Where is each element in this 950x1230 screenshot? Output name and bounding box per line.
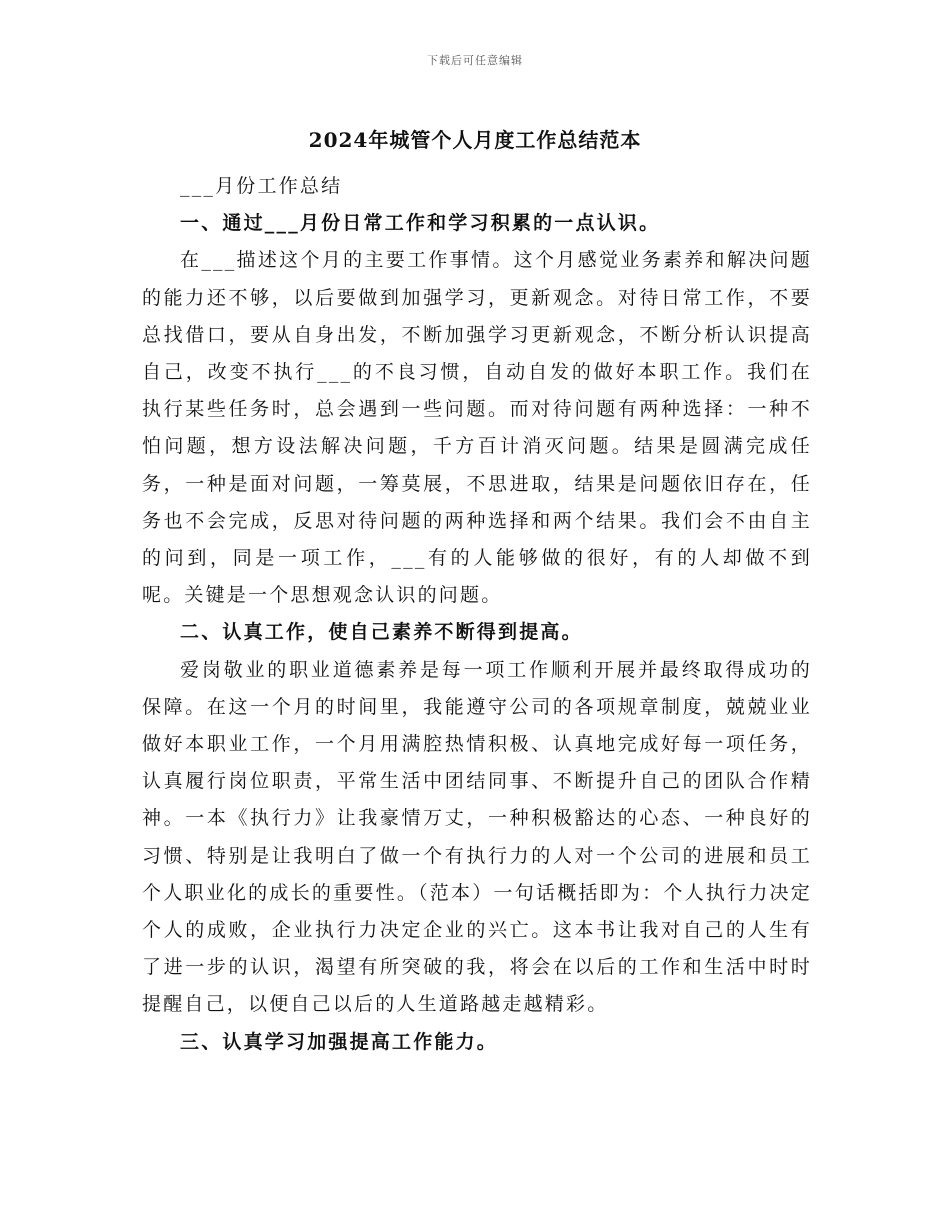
document-body	[142, 168, 812, 1061]
section-heading-2: 二、认真工作，使自己素养不断得到提高。	[180, 621, 583, 644]
paragraph-month-summary: ___月份工作总结	[180, 175, 343, 197]
document-title: 2024年城管个人月度工作总结范本	[308, 128, 642, 152]
paragraph-section-1: 在___描述这个月的主要工作事情。这个月感觉业务素养和解决问题的能力还不够，以后要做到加强学习，更新观念。对待日常工作，不要总找借口，要从自身出发，不断加强学习更新观念，不断分析认识提高自己，改变不执行___的不良习惯，自动自发的做好本职工作。我们在执行某些任务时，总会遇到一些问题。而对待问题有两种选择：一种不怕问题，想方设法解决问题，千方百计消灭问题。结果是圆满完成任务，一种是面对问题，一筹莫展，不思进取，结果是问题依旧存在，任务也不会完成，反思对待问题的两种选择和两个结果。我们会不由自主的问到，同是一项工作，___有的人能够做的很好，有的人却做不到呢。关键是一个思想观念认识的问题。	[142, 249, 812, 607]
section-heading-1: 一、通过___月份日常工作和学习积累的一点认识。	[180, 212, 661, 235]
paragraph-section-2: 爱岗敬业的职业道德素养是每一项工作顺利开展并最终取得成功的保障。在这一个月的时间里，我能遵守公司的各项规章制度，兢兢业业做好本职业工作，一个月用满腔热情积极、认真地完成好每一项任务，认真履行岗位职责，平常生活中团结同事、不断提升自己的团队合作精神。一本《执行力》让我豪情万丈，一种积极豁达的心态、一种良好的习惯、特别是让我明白了做一个有执行力的人对一个公司的进展和员工个人职业化的成长的重要性。（范本）一句话概括即为：个人执行力决定个人的成败，企业执行力决定企业的兴亡。这本书让我对自己的人生有了进一步的认识，渴望有所突破的我，将会在以后的工作和生活中时时提醒自己，以便自己以后的人生道路越走越精彩。	[142, 658, 812, 1016]
page-header-note: 下载后可任意编辑	[427, 54, 523, 67]
section-heading-3: 三、认真学习加强提高工作能力。	[180, 1030, 499, 1053]
